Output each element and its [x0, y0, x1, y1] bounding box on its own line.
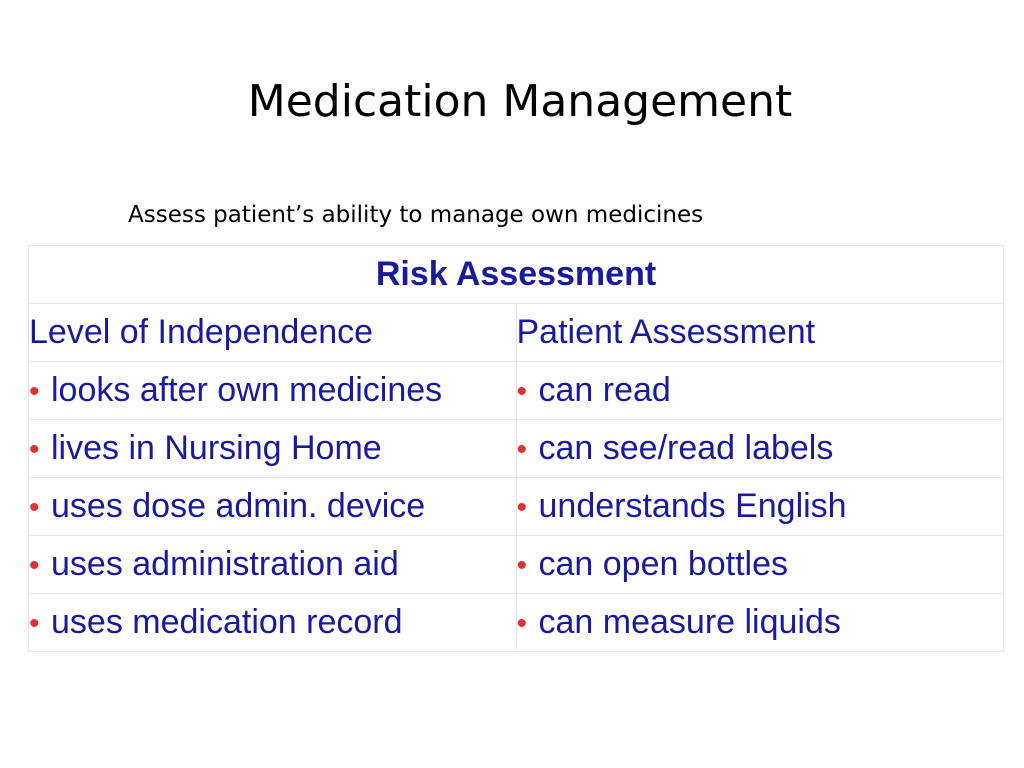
table-row: [29, 362, 1004, 420]
bullet-icon: •: [516, 433, 528, 466]
column-header-patient-assessment: Patient Assessment: [516, 304, 1004, 362]
table-cell: [29, 478, 517, 536]
assessment-item: can open bottles: [538, 545, 789, 583]
table-cell: [29, 594, 517, 652]
table-cell: [29, 536, 517, 594]
table-header-row: [29, 246, 1004, 304]
bullet-icon: •: [29, 491, 40, 524]
table-cell: [29, 362, 517, 420]
table-row: [29, 594, 1004, 652]
bullet-icon: •: [29, 375, 40, 408]
bullet-icon: •: [29, 549, 40, 582]
bullet-icon: •: [516, 375, 528, 408]
independence-item: uses administration aid: [51, 545, 399, 583]
bullet-icon: •: [29, 433, 40, 466]
table-row: [29, 536, 1004, 594]
table-cell: [516, 478, 1004, 536]
independence-item: uses dose admin. device: [51, 487, 426, 525]
slide-subtitle: Assess patient’s ability to manage own medicines: [128, 202, 704, 228]
column-header-row: [29, 304, 1004, 362]
independence-item: lives in Nursing Home: [51, 429, 382, 467]
table-cell: [516, 536, 1004, 594]
bullet-icon: •: [29, 607, 40, 640]
table-row: [29, 420, 1004, 478]
bullet-icon: •: [516, 491, 528, 524]
assessment-item: understands English: [538, 487, 847, 525]
table-cell: [516, 420, 1004, 478]
assessment-item: can read: [538, 371, 671, 409]
table-row: [29, 478, 1004, 536]
slide-title: Medication Management: [247, 76, 793, 127]
independence-item: looks after own medicines: [51, 371, 443, 409]
independence-item: uses medication record: [51, 603, 403, 641]
assessment-item: can measure liquids: [538, 603, 841, 641]
risk-assessment-table: [28, 245, 1004, 652]
bullet-icon: •: [516, 549, 528, 582]
table-cell: [516, 362, 1004, 420]
bullet-icon: •: [516, 607, 528, 640]
assessment-item: can see/read labels: [538, 429, 834, 467]
table-cell: [516, 594, 1004, 652]
table-cell: [29, 420, 517, 478]
table-title: Risk Assessment: [29, 246, 1004, 304]
column-header-independence: Level of Independence: [29, 304, 517, 362]
